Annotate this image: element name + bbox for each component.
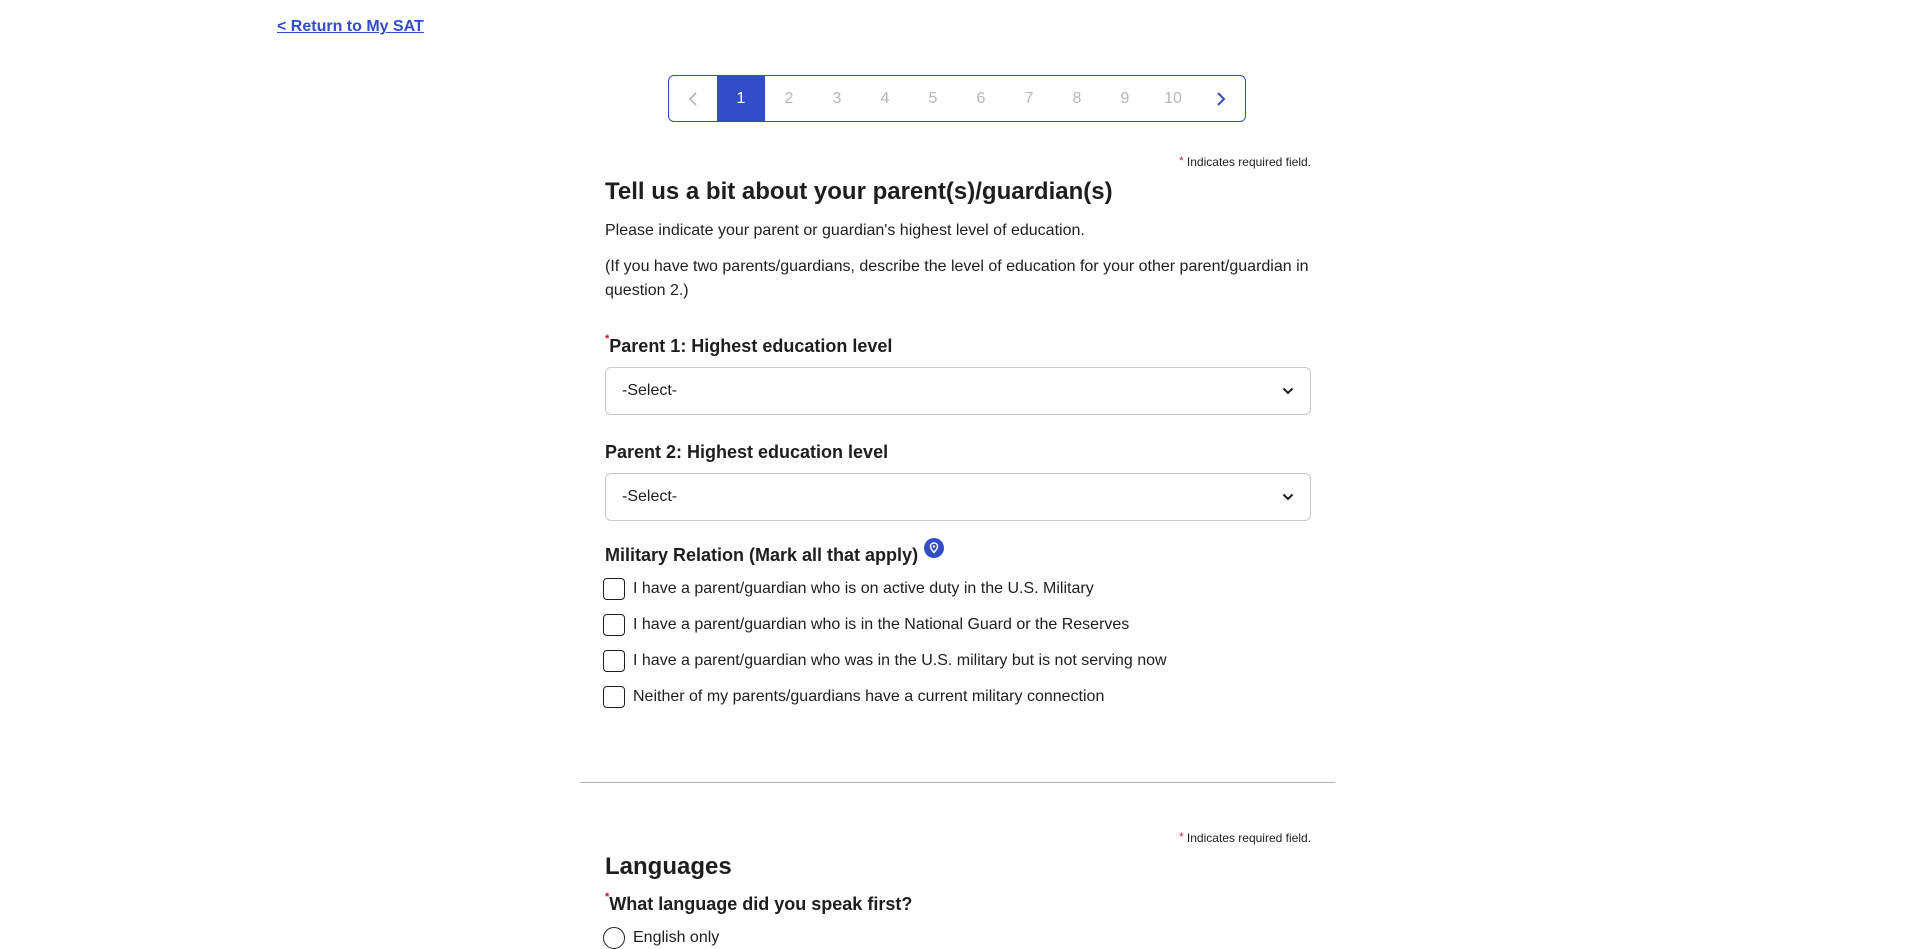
military-option-label: I have a parent/guardian who was in the U.S. military but is not serving now xyxy=(633,652,1167,669)
chevron-right-icon xyxy=(1216,92,1226,106)
parents-section-title: Tell us a bit about your parent(s)/guardian(s) xyxy=(605,178,1113,205)
military-active-duty-checkbox[interactable] xyxy=(603,578,625,600)
chevron-down-icon xyxy=(1282,493,1294,501)
page-pagination xyxy=(668,75,1246,122)
page-8-button[interactable]: 8 xyxy=(1072,89,1082,107)
military-relation-label xyxy=(605,545,944,566)
military-national-guard-checkbox[interactable] xyxy=(603,614,625,636)
military-none-checkbox[interactable] xyxy=(603,686,625,708)
military-option-none[interactable] xyxy=(603,686,1104,708)
military-option-label: I have a parent/guardian who is on active duty in the U.S. Military xyxy=(633,580,1094,597)
military-option-active-duty[interactable] xyxy=(603,578,1094,600)
first-language-label-text: What language did you speak first? xyxy=(609,894,913,914)
military-veteran-checkbox[interactable] xyxy=(603,650,625,672)
parent2-label: Parent 2: Highest education level xyxy=(605,442,889,462)
parents-note-text: (If you have two parents/guardians, describe the level of education for your other parent/guardian in question 2.) xyxy=(605,258,1309,299)
parent1-label xyxy=(605,333,893,357)
required-star: * xyxy=(1179,831,1184,843)
page-4-button[interactable]: 4 xyxy=(880,89,890,107)
military-option-label: I have a parent/guardian who is in the National Guard or the Reserves xyxy=(633,616,1130,633)
page-7-button[interactable]: 7 xyxy=(1024,89,1034,107)
required-note-text: Indicates required field. xyxy=(1186,155,1311,169)
parent1-select-value: -Select- xyxy=(622,382,678,399)
chevron-left-icon xyxy=(688,92,698,106)
section-divider xyxy=(580,782,1335,783)
page-9-button[interactable]: 9 xyxy=(1120,89,1130,107)
required-field-note xyxy=(1179,155,1311,169)
page-6-button[interactable]: 6 xyxy=(976,89,986,107)
military-relation-label-text: Military Relation (Mark all that apply) xyxy=(605,545,919,565)
page-10-button[interactable]: 10 xyxy=(1164,89,1182,107)
previous-page-button[interactable] xyxy=(669,76,717,121)
military-option-national-guard[interactable] xyxy=(603,614,1129,636)
first-language-label xyxy=(605,891,913,915)
parent2-education-select[interactable] xyxy=(605,473,1311,521)
page-5-button[interactable]: 5 xyxy=(928,89,938,107)
page-3-button[interactable]: 3 xyxy=(832,89,842,107)
parents-intro-text: Please indicate your parent or guardian's highest level of education. xyxy=(605,222,1085,239)
military-option-veteran[interactable] xyxy=(603,650,1167,672)
language-option-label: English only xyxy=(633,929,720,946)
page-2-button[interactable]: 2 xyxy=(784,89,794,107)
language-option-english-only[interactable] xyxy=(603,927,719,949)
next-page-button[interactable] xyxy=(1197,76,1245,121)
parent1-label-text: Parent 1: Highest education level xyxy=(609,336,893,356)
page-1-button[interactable]: 1 xyxy=(717,76,765,121)
parent2-select-value: -Select- xyxy=(622,488,678,505)
info-icon[interactable] xyxy=(924,538,944,558)
languages-section-title: Languages xyxy=(605,853,732,880)
military-option-label: Neither of my parents/guardians have a current military connection xyxy=(633,688,1105,705)
required-star: * xyxy=(1179,155,1184,167)
return-to-my-sat-link[interactable]: < Return to My SAT xyxy=(277,18,424,35)
required-note-text: Indicates required field. xyxy=(1186,831,1311,845)
english-only-radio[interactable] xyxy=(603,927,625,949)
parent1-education-select[interactable] xyxy=(605,367,1311,415)
required-star: * xyxy=(605,333,610,345)
required-field-note xyxy=(1179,831,1311,845)
chevron-down-icon xyxy=(1282,387,1294,395)
required-star: * xyxy=(605,891,610,903)
info-marker-icon xyxy=(928,542,940,554)
